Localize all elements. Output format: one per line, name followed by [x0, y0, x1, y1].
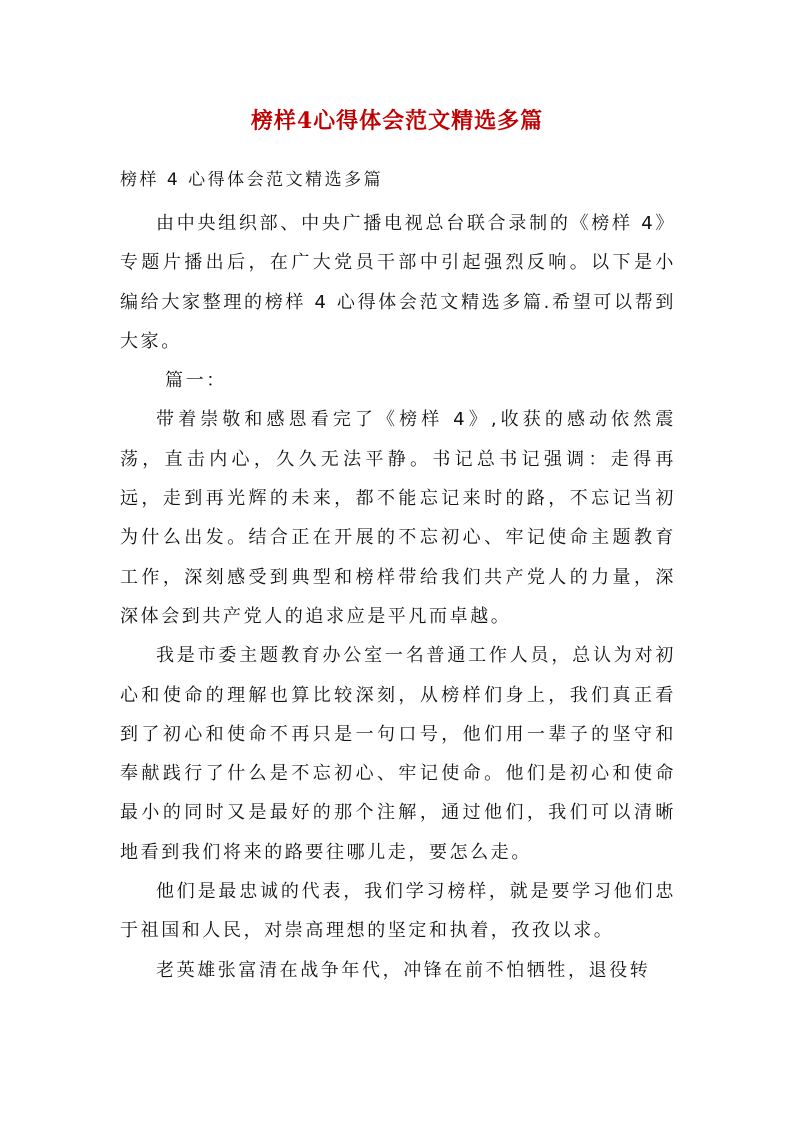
paragraph: 他们是最忠诚的代表，我们学习榜样，就是要学习他们忠于祖国和人民，对崇高理想的坚定和执着，孜孜以求。 [120, 881, 676, 942]
paragraph: 我是市委主题教育办公室一名普通工作人员，总认为对初心和使命的理解也算比较深刻，从榜样们身上，我们真正看到了初心和使命不再只是一句口号，他们用一辈子的坚守和奉献践行了什么是不忘初心、牢记使命。他们是初心和使命最小的同时又是最好的那个注解，通过他们，我们可以清晰地看到我们将来的路要往哪儿走，要怎么走。 [120, 645, 676, 863]
document-subtitle: 榜样 4 心得体会范文精选多篇 [120, 170, 384, 190]
paragraph-intro: 由中央组织部、中央广播电视总台联合录制的《榜样 4》专题片播出后，在广大党员干部中引起强烈反响。以下是小编给大家整理的榜样 4 心得体会范文精选多篇.希望可以帮到大家。 [120, 213, 676, 352]
section-heading: 篇一： [165, 370, 227, 392]
document-body [120, 204, 676, 990]
document-title: 榜样4心得体会范文精选多篇 [250, 108, 544, 134]
paragraph: 老英雄张富清在战争年代，冲锋在前不怕牺牲，退役转 [156, 959, 651, 981]
paragraph: 带着崇敬和感恩看完了《榜样 4》,收获的感动依然震荡，直击内心，久久无法平静。书记总书记强调：走得再远，走到再光辉的未来，都不能忘记来时的路，不忘记当初为什么出发。结合正在开展的不忘初心、牢记使命主题教育工作，深刻感受到典型和榜样带给我们共产党人的力量，深深体会到共产党人的追求应是平凡而卓越。 [120, 409, 676, 627]
